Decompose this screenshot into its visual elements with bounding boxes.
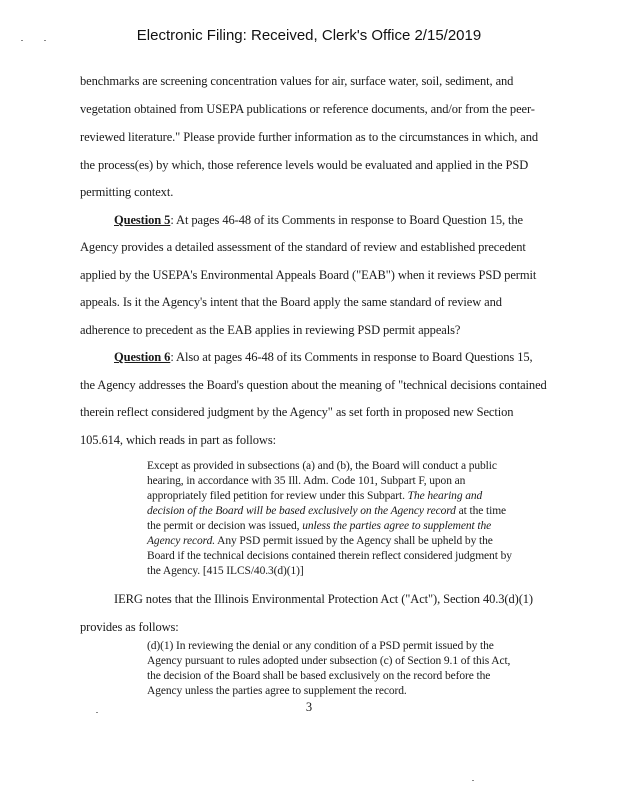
paragraph-line: IERG notes that the Illinois Environmental Protection Act ("Act"), Section 40.3(d)(1): [114, 592, 533, 606]
scan-speck: [472, 780, 474, 781]
paragraph-line: provides as follows:: [80, 620, 179, 634]
blockquote-line: decision of the Board will be based exclusively on the Agency record at the time: [147, 505, 507, 517]
page-number: 3: [305, 700, 313, 714]
paragraph-line: vegetation obtained from USEPA publications or reference documents, and/or from the peer-: [80, 102, 535, 116]
paragraph-line: appeals. Is it the Agency's intent that the Board apply the same standard of review and: [80, 295, 502, 309]
paragraph-line: applied by the USEPA's Environmental Appeals Board ("EAB") when it reviews PSD permit: [80, 268, 537, 282]
blockquote-line: Except as provided in subsections (a) and (b), the Board will conduct a public: [147, 460, 497, 472]
paragraph-line: benchmarks are screening concentration values for air, surface water, soil, sediment, and: [80, 74, 514, 88]
paragraph-line: 105.614, which reads in part as follows:: [80, 433, 276, 447]
blockquote-line: Agency unless the parties agree to supplement the record.: [147, 685, 407, 697]
question-5-first-line: [114, 213, 523, 228]
scan-speck: [44, 40, 46, 41]
question-6-first-line: [114, 350, 533, 365]
paragraph-line: therein reflect considered judgment by the Agency" as set forth in proposed new Section: [80, 405, 514, 419]
blockquote-line: the decision of the Board shall be based exclusively on the record before the: [147, 670, 491, 682]
paragraph-line: reviewed literature." Please provide further information as to the circumstances in which, and: [80, 130, 539, 144]
paragraph-line: the Agency addresses the Board's question about the meaning of "technical decisions contained: [80, 378, 547, 392]
scan-speck: [96, 712, 98, 713]
blockquote-line: Agency record. Any PSD permit issued by the Agency shall be upheld by the: [147, 535, 493, 547]
paragraph-line: permitting context.: [80, 185, 174, 199]
blockquote-line: hearing, in accordance with 35 Ill. Adm. Code 101, Subpart F, upon an: [147, 475, 466, 487]
question-5-text: : At pages 46-48 of its Comments in response to Board Question 15, the: [170, 213, 523, 227]
blockquote-line: (d)(1) In reviewing the denial or any condition of a PSD permit issued by the: [147, 640, 494, 652]
blockquote-line: appropriately filed petition for review under this Subpart. The hearing and: [147, 490, 483, 502]
question-6-label: Question 6: [114, 350, 171, 364]
paragraph-line: adherence to precedent as the EAB applies in reviewing PSD permit appeals?: [80, 323, 461, 337]
blockquote-line: the permit or decision was issued, unless the parties agree to supplement the: [147, 520, 492, 532]
question-5-label: Question 5: [114, 213, 171, 227]
paragraph-line: the process(es) by which, those reference levels would be evaluated and applied in the PSD: [80, 158, 529, 172]
scan-speck: [21, 40, 23, 41]
filing-header: Electronic Filing: Received, Clerk's Office 2/15/2019: [136, 27, 482, 44]
blockquote-line: the Agency. [415 ILCS/40.3(d)(1)]: [147, 565, 304, 577]
blockquote-line: Board if the technical decisions contained therein reflect considered judgment by: [147, 550, 512, 562]
paragraph-line: Agency provides a detailed assessment of the standard of review and established precedent: [80, 240, 526, 254]
blockquote-line: Agency pursuant to rules adopted under subsection (c) of Section 9.1 of this Act,: [147, 655, 511, 667]
question-6-text: : Also at pages 46-48 of its Comments in response to Board Questions 15,: [170, 350, 533, 364]
